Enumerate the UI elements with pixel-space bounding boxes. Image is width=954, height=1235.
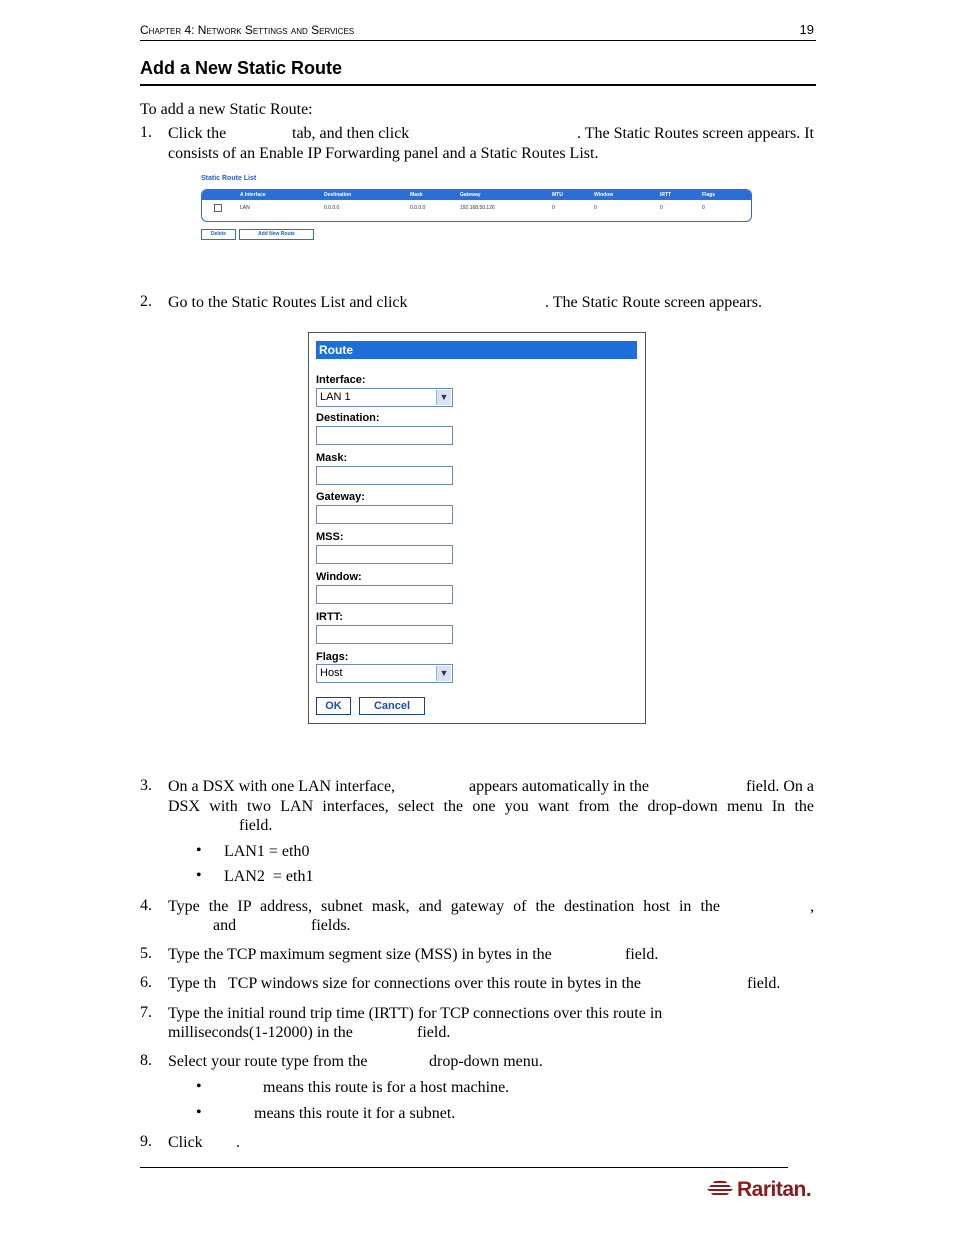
step-9-line: Click . <box>168 1134 240 1151</box>
table-header <box>202 190 751 200</box>
route-form-title: Route <box>316 341 637 359</box>
window-input[interactable] <box>316 585 453 604</box>
route-form <box>308 332 646 724</box>
step-3-line-1: On a DSX with one LAN interface, appears automatically in the field. On a <box>168 778 814 795</box>
column-header: IRTT <box>660 192 672 198</box>
step-5-number: 5. <box>140 945 152 962</box>
interface-select[interactable]: LAN 1 ▼ <box>316 388 453 407</box>
step-4-number: 4. <box>140 897 152 914</box>
interface-label: Interface: <box>316 374 366 386</box>
step-1-line-2: consists of an Enable IP Forwarding panel and a Static Routes List. <box>168 145 599 162</box>
step-7-line-1: Type the initial round trip time (IRTT) for TCP connections over this route in <box>168 1005 663 1022</box>
section-title: Add a New Static Route <box>140 58 816 86</box>
destination-input[interactable] <box>316 426 453 445</box>
step-9-number: 9. <box>140 1133 152 1150</box>
column-header: MTU <box>552 192 563 198</box>
step-5-line: Type the TCP maximum segment size (MSS) in bytes in the field. <box>168 946 659 963</box>
mss-label: MSS: <box>316 531 344 543</box>
gateway-label: Gateway: <box>316 491 365 503</box>
step-8-line: Select your route type from the drop-down menu. <box>168 1053 543 1070</box>
static-route-list-title: Static Route List <box>201 175 257 182</box>
step-6-number: 6. <box>140 974 152 991</box>
step-7-line-2: milliseconds(1-12000) in the field. <box>168 1024 451 1041</box>
bullet-lan2: LAN2 = eth1 <box>224 868 314 885</box>
flags-label: Flags: <box>316 651 349 663</box>
destination-label: Destination: <box>316 412 380 424</box>
delete-button[interactable]: Delete <box>201 229 236 240</box>
mss-input[interactable] <box>316 545 453 564</box>
column-header: Mask <box>410 192 423 198</box>
bullet-net: means this route it for a subnet. <box>254 1105 456 1122</box>
irtt-label: IRTT: <box>316 611 343 623</box>
bullet: • <box>196 867 202 884</box>
step-7-number: 7. <box>140 1004 152 1021</box>
ok-button[interactable]: OK <box>316 697 351 715</box>
raritan-logo: Raritan. <box>707 1178 811 1202</box>
chevron-down-icon: ▼ <box>436 390 451 405</box>
step-2-line: Go to the Static Routes List and click . The Static Route screen appears. <box>168 294 762 311</box>
chapter-title: Chapter 4: Network Settings and Services <box>140 23 355 37</box>
step-3-line-3: field. <box>239 817 273 834</box>
bullet: • <box>196 842 202 859</box>
bullet-lan1: LAN1 = eth0 <box>224 843 310 860</box>
step-8-number: 8. <box>140 1052 152 1069</box>
step-1-number: 1. <box>140 124 152 141</box>
step-1-line-1: Click the tab, and then click . The Static Routes screen appears. It <box>168 125 814 142</box>
cancel-button[interactable]: Cancel <box>359 697 425 715</box>
column-header: Destination <box>324 192 352 198</box>
step-3-number: 3. <box>140 777 152 794</box>
step-4-line-1: Type the IP address, subnet mask, and gateway of the destination host in the , <box>168 898 814 915</box>
step-4-line-2: and fields. <box>213 917 351 934</box>
bullet: • <box>196 1078 202 1095</box>
mask-label: Mask: <box>316 452 348 464</box>
intro-text: To add a new Static Route: <box>140 101 313 118</box>
column-header: Flags <box>702 192 716 198</box>
flags-select[interactable]: Host ▼ <box>316 664 453 683</box>
chevron-down-icon: ▼ <box>436 666 451 681</box>
bullet-host: means this route is for a host machine. <box>263 1079 510 1096</box>
raritan-logo-icon <box>707 1181 733 1197</box>
step-6-line: Type th TCP windows size for connections over this route in bytes in the field. <box>168 975 781 992</box>
column-header: A Interface <box>240 192 266 198</box>
footer-divider <box>140 1167 788 1168</box>
step-2-number: 2. <box>140 293 152 310</box>
page-header <box>140 22 816 41</box>
column-header: Gateway <box>460 192 481 198</box>
static-route-list-table: A Interface Destination Mask Gateway MTU Window IRTT Flags LAN 0.0.0.0 0.0.0.0 192.168.50.126 0 0 0 0 <box>201 189 752 222</box>
page-number: 19 <box>799 22 814 37</box>
column-header: Window <box>594 192 614 198</box>
mask-input[interactable] <box>316 466 453 485</box>
bullet: • <box>196 1104 202 1121</box>
window-label: Window: <box>316 571 362 583</box>
add-new-route-button[interactable]: Add New Route <box>239 229 314 240</box>
irtt-input[interactable] <box>316 625 453 644</box>
step-3-line-2: DSX with two LAN interfaces, select the one you want from the drop-down menu In the <box>168 798 814 815</box>
gateway-input[interactable] <box>316 505 453 524</box>
row-checkbox[interactable] <box>214 204 222 212</box>
